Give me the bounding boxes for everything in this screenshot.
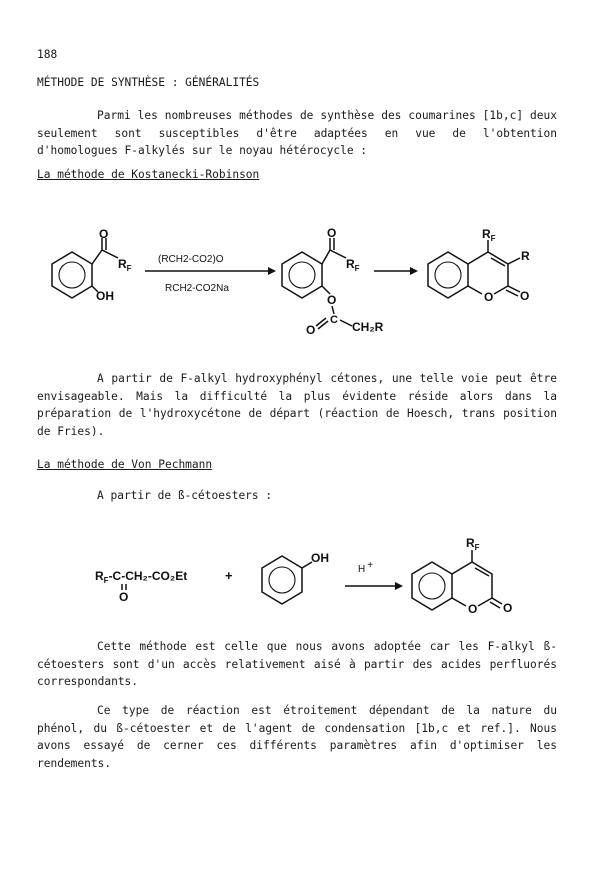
intermediate-ester-carbon: C xyxy=(330,314,338,326)
method1-heading: La méthode de Kostanecki-Robinson xyxy=(37,168,260,181)
intermediate-ester-oxygen: O xyxy=(306,323,316,337)
plus-sign: + xyxy=(225,568,233,583)
method2-subheading: A partir de ß-cétoesters : xyxy=(97,489,273,502)
reactant-oh: OH xyxy=(96,289,114,303)
method2-heading: La méthode de Von Pechmann xyxy=(37,458,213,471)
phenol-ring xyxy=(262,556,302,604)
method2-paragraph2 xyxy=(37,702,557,772)
product-r: R xyxy=(521,249,530,263)
ketoester-formula: $R_F-C-CH_2$-CO₂Et xyxy=(95,569,188,585)
reactant-rf: $R_F$ xyxy=(118,257,132,273)
reactant-oxygen: O xyxy=(99,227,109,241)
phenol-oh: OH xyxy=(311,551,329,565)
coumarin-benzene-ring-2 xyxy=(412,562,452,610)
intro-text: Parmi les nombreuses méthodes de synthèse des coumarines [1b,c] deux seulement sont susceptibles d'être adaptées en vue de l'obtention d'homologues F-alkylés sur le noyau hétérocycle : xyxy=(37,109,557,157)
product2-rf: $R_F$ xyxy=(466,536,480,552)
product-rf: $R_F$ xyxy=(482,227,496,243)
product-carbonyl-oxygen: O xyxy=(520,289,530,303)
pechmann-scheme xyxy=(0,520,593,640)
intermediate-ester-ch2r: CH₂R xyxy=(352,320,384,334)
intermediate-rf: $R_F$ xyxy=(346,257,360,273)
intermediate-ring-oxygen: O xyxy=(327,293,337,307)
intermediate-benzene-ring xyxy=(282,252,322,298)
section-title: MÉTHODE DE SYNTHÈSE : GÉNÉRALITÉS xyxy=(37,76,260,89)
ketoester-oxygen: O xyxy=(119,590,129,604)
acid-catalyst: H + xyxy=(358,560,374,575)
method1-paragraph xyxy=(37,370,557,440)
product2-ring-oxygen: O xyxy=(468,602,478,616)
product-ring-oxygen: O xyxy=(484,290,494,304)
product2-carbonyl-oxygen: O xyxy=(503,601,513,615)
method1-paragraph-text: A partir de F-alkyl hydroxyphényl cétones, une telle voie peut être envisageable. Mais la difficulté la plus évidente réside alors dans la préparation de l'hydroxycétone de départ (réaction de Hoesch, trans position de Fries). xyxy=(37,372,557,438)
kostanecki-scheme xyxy=(0,200,593,350)
coumarin-pyrone-ring-2 xyxy=(452,562,492,606)
page-number: 188 xyxy=(37,48,58,61)
reagent-bottom: RCH2-CO2Na xyxy=(165,283,229,294)
intermediate-oxygen-top: O xyxy=(327,226,337,240)
intro-paragraph xyxy=(37,107,557,160)
reagent-top: (RCH2-CO2)O xyxy=(158,254,224,265)
method2-paragraph1 xyxy=(37,638,557,691)
reactant-benzene-ring xyxy=(52,252,92,298)
method2-paragraph1-text: Cette méthode est celle que nous avons adoptée car les F-alkyl ß-cétoesters sont d'un accès relativement aisé à partir des acides perfluorés correspondants. xyxy=(37,640,557,688)
coumarin-pyrone-ring xyxy=(468,252,508,294)
coumarin-benzene-ring xyxy=(428,252,468,298)
method2-paragraph2-text: Ce type de réaction est étroitement dépendant de la nature du phénol, du ß-cétoester et de l'agent de condensation [1b,c et ref.]. Nous avons essayé de cerner ces différents paramètres afin d'optimiser les rendements. xyxy=(37,704,557,770)
